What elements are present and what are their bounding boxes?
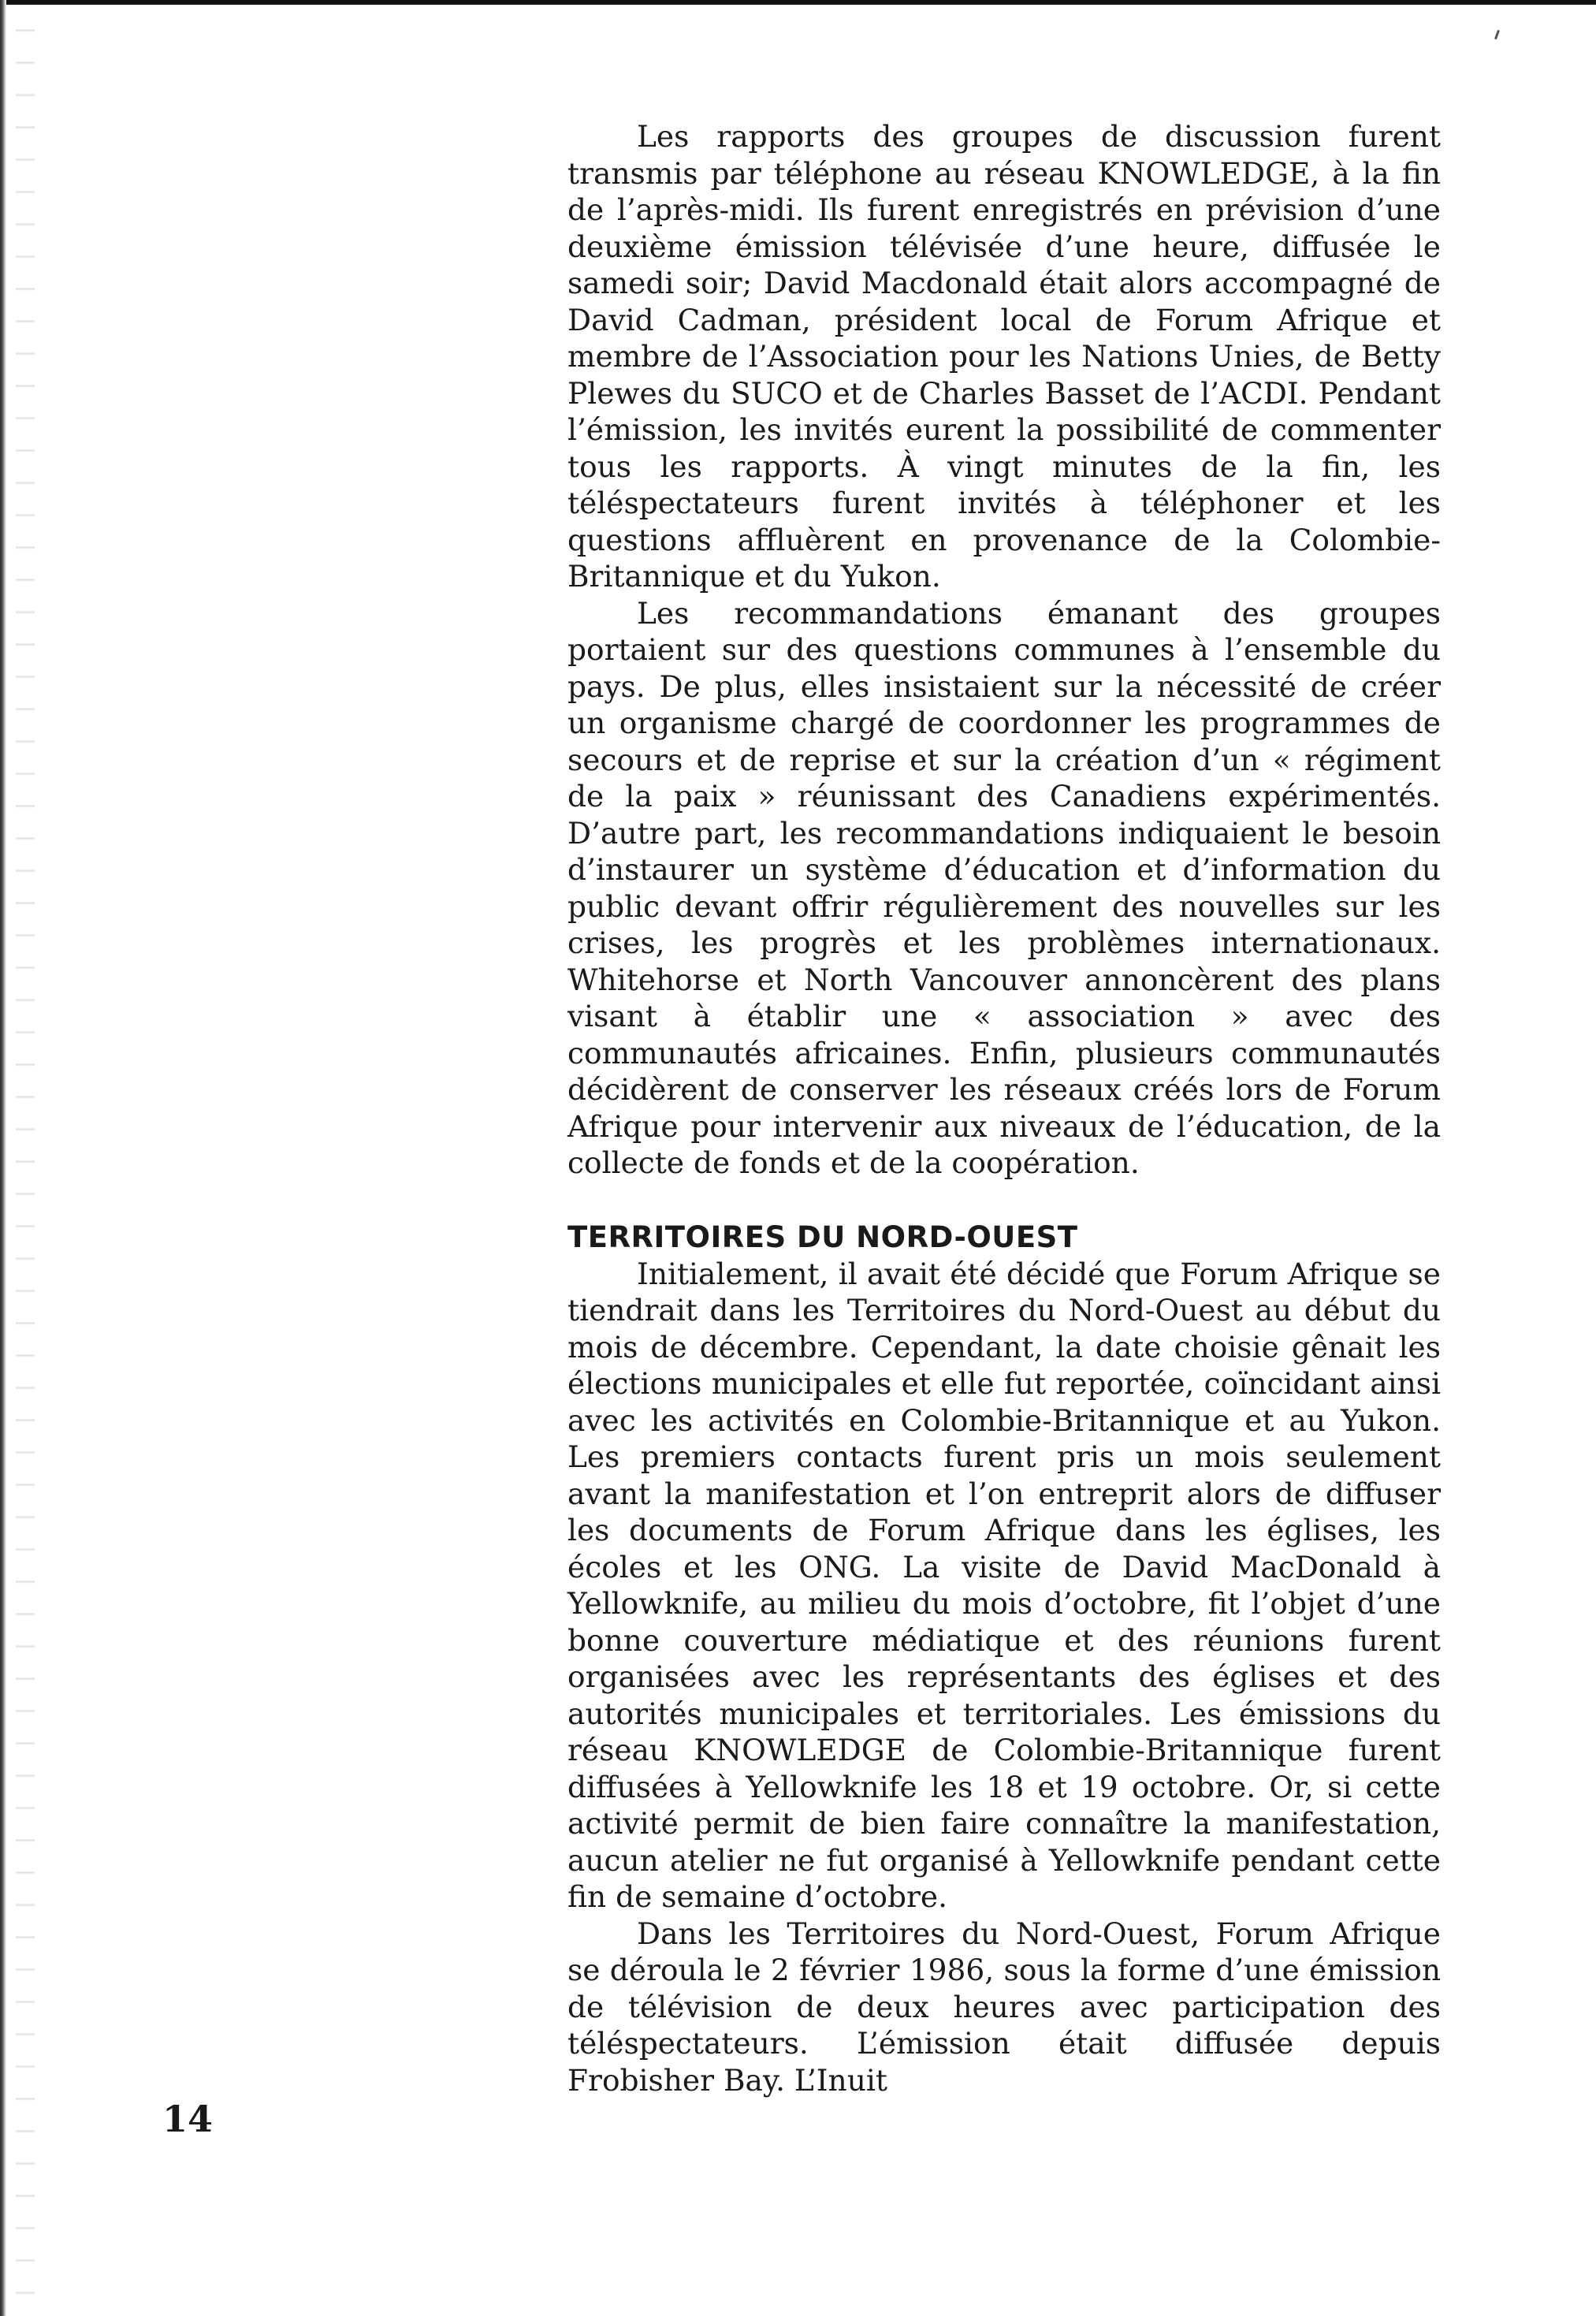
paragraph-discussion-reports: Les rapports des groupes de discussion furent transmis par téléphone au réseau KNOWLEDGE, à la fin de l’après-midi. Ils furent enregistrés en prévision d’une deuxième émission télévisée d’une heure, diffusée le samedi soir; David Macdonald était alors accompagné de David Cadman, président local de Forum Afrique et membre de l’Association pour les Nations Unies, de Betty Plewes du SUCO et de Charles Basset de l’ACDI. Pendant l’émission, les invités eurent la possibilité de commenter tous les rapports. À vingt minutes de la fin, les téléspectateurs furent invités à téléphoner et les questions affluèrent en provenance de la Colombie-Britannique et du Yukon. [567, 119, 1441, 594]
scan-top-edge [0, 0, 1596, 5]
scan-mark [1494, 30, 1500, 39]
paragraph-initial-plans: Initialement, il avait été décidé que Forum Afrique se tiendrait dans les Territoires du Nord-Ouest au début du mois de décembre. Cependant, la date choisie gênait les élections municipales et elle fut reportée, coïncidant ainsi avec les activités en Colombie-Britannique et au Yukon. Les premiers contacts furent pris un mois seulement avant la manifestation et l’on entreprit alors de diffuser les documents de Forum Afrique dans les églises, les écoles et les ONG. La visite de David MacDonald à Yellowknife, au milieu du mois d’octobre, fit l’objet d’une bonne couverture médiatique et des réunions furent organisées avec les représentants des églises et des autorités municipales et territoriales. Les émissions du réseau KNOWLEDGE de Colombie-Britannique furent diffusées à Yellowknife les 18 et 19 octobre. Or, si cette activité permit de bien faire connaître la manifestation, aucun atelier ne fut organisé à Yellowknife pendant cette fin de semaine d’octobre. [567, 1256, 1441, 1914]
paragraph-recommendations: Les recommandations émanant des groupes portaient sur des questions communes à l’ensemble du pays. De plus, elles insistaient sur la nécessité de créer un organisme chargé de coordonner les programmes de secours et de reprise et sur la création d’un « régiment de la paix » réunissant des Canadiens expérimentés. D’autre part, les recommandations indiquaient le besoin d’instaurer un système d’éducation et d’information du public devant offrir régulièrement des nouvelles sur les crises, les progrès et les problèmes internationaux. Whitehorse et North Vancouver annoncèrent des plans visant à établir une « association » avec des communautés africaines. Enfin, plusieurs communautés décidèrent de conserver les réseaux créés lors de Forum Afrique pour intervenir aux niveaux de l’éducation, de la collecte de fonds et de la coopération. [567, 595, 1441, 1180]
scan-binding-edge [0, 0, 6, 2316]
paragraph-broadcast: Dans les Territoires du Nord-Ouest, Forum Afrique se déroula le 2 février 1986, sous la forme d’une émission de télévision de deux heures avec participation des téléspectateurs. L’émission était diffusée depuis Frobisher Bay. L’Inuit [567, 1916, 1441, 2098]
scan-binding-speckle [16, 0, 35, 2316]
section-heading: TERRITOIRES DU NORD-OUEST [567, 1219, 1078, 1254]
page-number: 14 [162, 2098, 214, 2140]
text-column [567, 118, 1441, 2098]
